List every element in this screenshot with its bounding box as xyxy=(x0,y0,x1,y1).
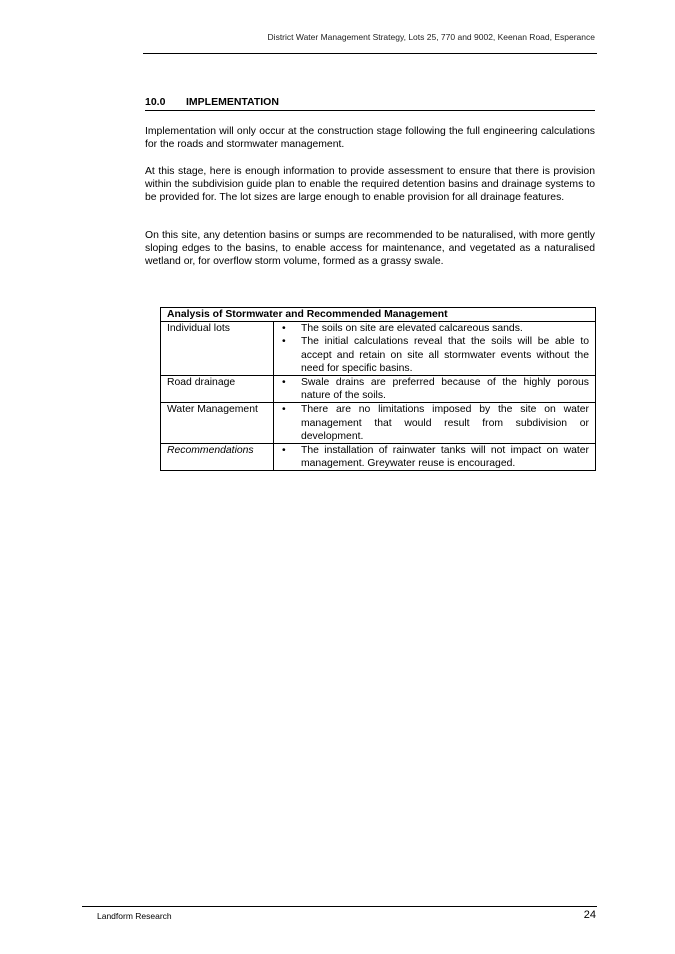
footer-publisher: Landform Research xyxy=(97,911,172,921)
table-title-row xyxy=(161,308,596,322)
row-label: Water Management xyxy=(161,403,274,444)
footer-rule xyxy=(82,906,597,907)
table-row xyxy=(161,403,596,444)
table-row xyxy=(161,322,596,376)
row-label: Individual lots xyxy=(161,322,274,376)
bullet-item: • The soils on site are elevated calcareous sands. xyxy=(280,322,589,335)
section-heading xyxy=(145,96,595,111)
bullet-item: • Swale drains are preferred because of the highly porous nature of the soils. xyxy=(280,376,589,402)
bullet-list xyxy=(280,376,589,402)
table-row xyxy=(161,376,596,403)
bullet-item: • There are no limitations imposed by the site on water management that would result from subdivision or development. xyxy=(280,403,589,443)
bullet-list xyxy=(280,444,589,470)
section-number: 10.0 xyxy=(145,96,166,108)
stormwater-analysis-table xyxy=(160,307,596,471)
header-rule xyxy=(143,53,597,54)
row-label: Recommendations xyxy=(161,444,274,471)
bullet-item: • The initial calculations reveal that the soils will be able to accept and retain on site all stormwater events without the need for specific basins. xyxy=(280,335,589,375)
table-title: Analysis of Stormwater and Recommended Management xyxy=(161,308,596,322)
table-row xyxy=(161,444,596,471)
bullet-list xyxy=(280,403,589,443)
bullet-item: • The installation of rainwater tanks will not impact on water management. Greywater reuse is encouraged. xyxy=(280,444,589,470)
page-header: District Water Management Strategy, Lots 25, 770 and 9002, Keenan Road, Esperance xyxy=(267,32,595,42)
paragraph-3: On this site, any detention basins or sumps are recommended to be naturalised, with more gently sloping edges to the basins, to enable access for maintenance, and vegetated as a naturalised wetland or, for overflow storm volume, formed as a grassy swale. xyxy=(145,230,595,268)
page-number: 24 xyxy=(583,909,596,921)
row-content xyxy=(274,322,596,376)
section-title: IMPLEMENTATION xyxy=(186,96,279,108)
row-content xyxy=(274,376,596,403)
row-label: Road drainage xyxy=(161,376,274,403)
row-content xyxy=(274,444,596,471)
row-content xyxy=(274,403,596,444)
bullet-list xyxy=(280,322,589,375)
paragraph-1: Implementation will only occur at the construction stage following the full engineering calculations for the roads and stormwater management. xyxy=(145,126,595,151)
paragraph-2: At this stage, here is enough information to provide assessment to ensure that there is provision within the subdivision guide plan to enable the required detention basins and drainage systems to be provided for. The lot sizes are large enough to enable provision for all drainage features. xyxy=(145,166,595,204)
